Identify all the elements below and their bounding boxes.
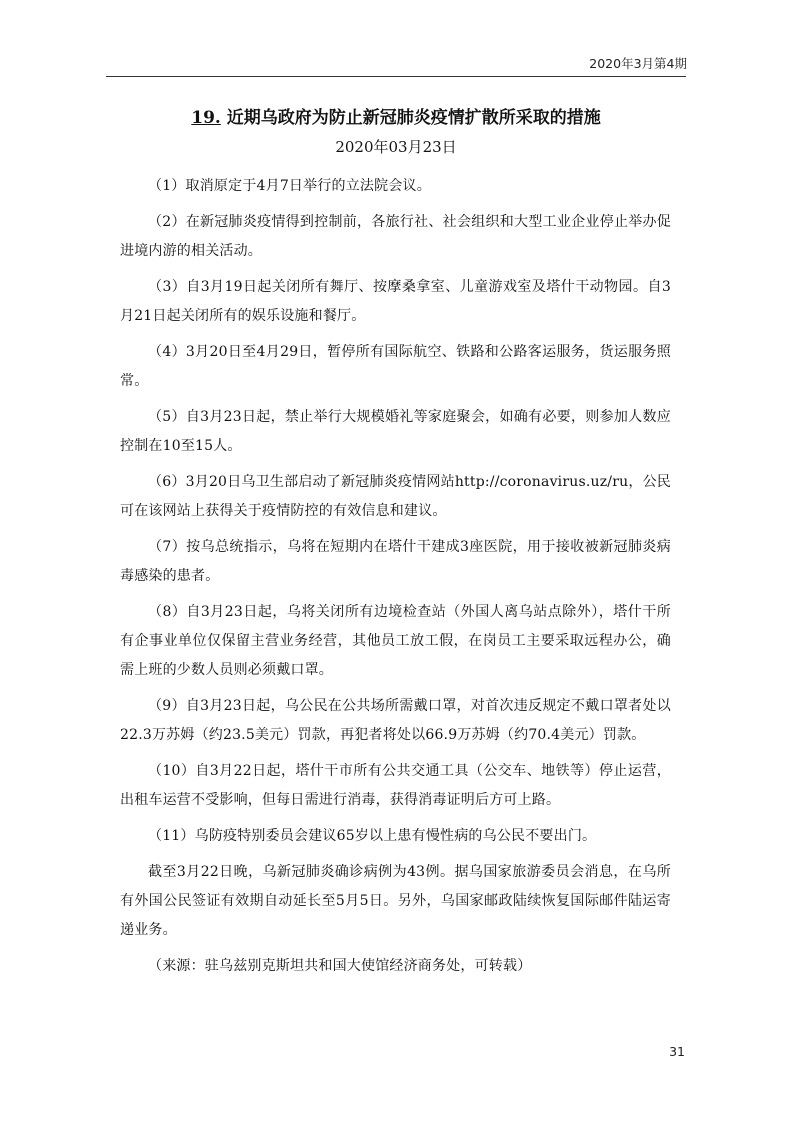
paragraph-summary: 截至3月22日晚，乌新冠肺炎确诊病例为43例。据乌国家旅游委员会消息，在乌所有外国公民签证有效期自动延长至5月5日。另外，乌国家邮政陆续恢复国际邮件陆运寄递业务。 bbox=[120, 864, 671, 938]
article-number: 19. bbox=[191, 108, 221, 128]
paragraph-1: （1）取消原定于4月7日举行的立法院会议。 bbox=[148, 178, 431, 194]
paragraph-3: （3）自3月19日起关闭所有舞厅、按摩桑拿室、儿童游戏室及塔什干动物园。自3月21日起关闭所有的娱乐设施和餐厅。 bbox=[120, 279, 671, 324]
paragraph-11: （11）乌防疫特别委员会建议65岁以上患有慢性病的乌公民不要出门。 bbox=[148, 828, 597, 844]
paragraph-7: （7）按乌总统指示，乌将在短期内在塔什干建成3座医院，用于接收被新冠肺炎病毒感染的患者。 bbox=[120, 539, 671, 584]
paragraph-2: （2）在新冠肺炎疫情得到控制前，各旅行社、社会组织和大型工业企业停止举办促进境内游的相关活动。 bbox=[120, 214, 671, 259]
paragraph-5: （5）自3月23日起，禁止举行大规模婚礼等家庭聚会，如确有必要，则参加人数应控制在10至15人。 bbox=[120, 409, 671, 454]
issue-label: 2020年3月第4期 bbox=[589, 56, 687, 71]
article-date: 2020年03月23日 bbox=[335, 138, 457, 156]
page-number: 31 bbox=[669, 1044, 685, 1059]
source-note: （来源：驻乌兹别克斯坦共和国大使馆经济商务处，可转载） bbox=[148, 958, 532, 974]
article-body bbox=[120, 172, 671, 988]
paragraph-4: （4）3月20日至4月29日，暂停所有国际航空、铁路和公路客运服务，货运服务照常。 bbox=[120, 344, 671, 389]
article-title-text: 近期乌政府为防止新冠肺炎疫情扩散所采取的措施 bbox=[226, 108, 601, 128]
paragraph-10: （10）自3月22日起，塔什干市所有公共交通工具（公交车、地铁等）停止运营，出租车运营不受影响，但每日需进行消毒，获得消毒证明后方可上路。 bbox=[120, 763, 671, 808]
paragraph-8: （8）自3月23日起，乌将关闭所有边境检查站（外国人离乌站点除外），塔什干所有企事业单位仅保留主营业务经营，其他员工放工假，在岗员工主要采取远程办公，确需上班的少数人员则必须戴口罩。 bbox=[120, 604, 671, 678]
paragraph-9: （9）自3月23日起，乌公民在公共场所需戴口罩，对首次违反规定不戴口罩者处以22.3万苏姆（约23.5美元）罚款，再犯者将处以66.9万苏姆（约70.4美元）罚款。 bbox=[120, 698, 671, 743]
header-divider bbox=[106, 76, 686, 77]
article-title bbox=[106, 103, 686, 128]
paragraph-6: （6）3月20日乌卫生部启动了新冠肺炎疫情网站http://coronavirus.uz/ru，公民可在该网站上获得关于疫情防控的有效信息和建议。 bbox=[120, 474, 671, 519]
